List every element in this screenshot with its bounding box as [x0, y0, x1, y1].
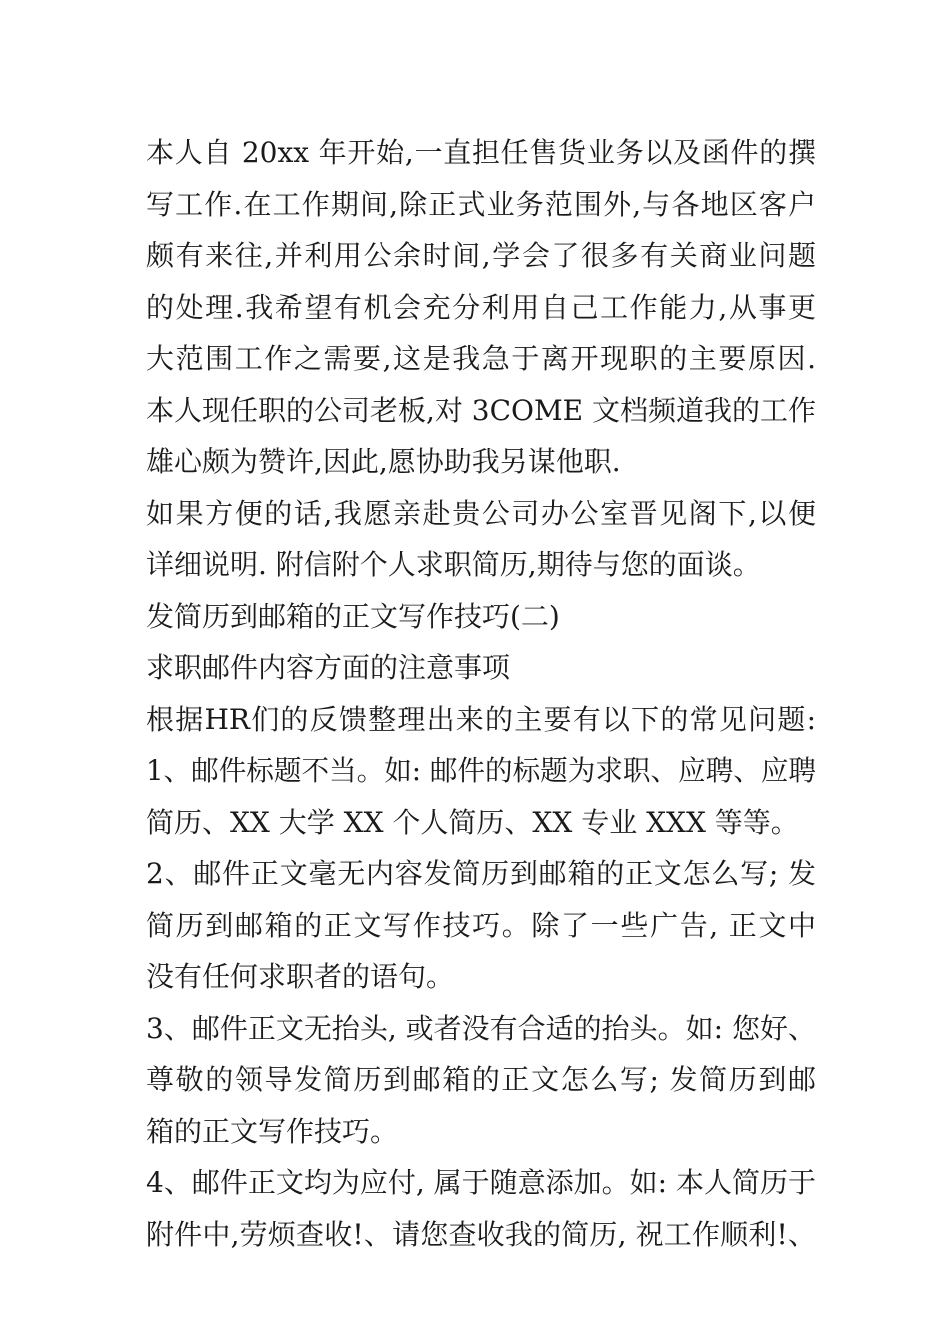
text-line: 雄心颇为赞许,因此,愿协助我另谋他职.	[146, 445, 621, 478]
text-line: 写工作.在工作期间,除正式业务范围外,与各地区客户	[146, 187, 816, 221]
text-line: 简历、XX 大学 XX 个人简历、XX 专业 XXX 等等。	[146, 805, 799, 839]
text-line: 发简历到邮箱的正文写作技巧(二)	[146, 599, 560, 633]
text-line: 本人自 20xx 年开始,一直担任售货业务以及函件的撰	[146, 136, 816, 169]
text-line: 的处理.我希望有机会充分利用自己工作能力,从事更	[146, 290, 816, 324]
text-line: 2、邮件正文毫无内容发简历到邮箱的正文怎么写; 发	[146, 857, 816, 890]
text-line: 箱的正文写作技巧。	[146, 1114, 399, 1148]
text-line: 尊敬的领导发简历到邮箱的正文怎么写; 发简历到邮	[146, 1063, 816, 1096]
text-line: 没有任何求职者的语句。	[146, 960, 455, 993]
text-line: 3、邮件正文无抬头, 或者没有合适的抬头。如: 您好、	[146, 1011, 816, 1045]
text-line: 简历到邮箱的正文写作技巧。除了一些广告, 正文中	[146, 908, 816, 942]
text-line: 附件中,劳烦查收!、请您查收我的简历, 祝工作顺利!、	[146, 1217, 816, 1251]
text-line: 如果方便的话,我愿亲赴贵公司办公室晋见阁下,以便	[146, 496, 816, 530]
text-line: 大范围工作之需要,这是我急于离开现职的主要原因.	[146, 342, 816, 375]
text-line: 颇有来往,并利用公余时间,学会了很多有关商业问题	[146, 239, 816, 272]
text-line: 求职邮件内容方面的注意事项	[146, 651, 511, 684]
text-line: 4、邮件正文均为应付, 属于随意添加。如: 本人简历于	[146, 1166, 816, 1199]
text-line: 详细说明. 附信附个人求职简历,期待与您的面谈。	[146, 548, 761, 581]
text-line: 本人现任职的公司老板,对 3COME 文档频道我的工作	[146, 393, 817, 427]
document-body-text	[146, 127, 816, 1260]
text-line: 1、邮件标题不当。如: 邮件的标题为求职、应聘、应聘	[146, 754, 816, 787]
text-line: 根据HR们的反馈整理出来的主要有以下的常见问题:	[146, 702, 816, 736]
